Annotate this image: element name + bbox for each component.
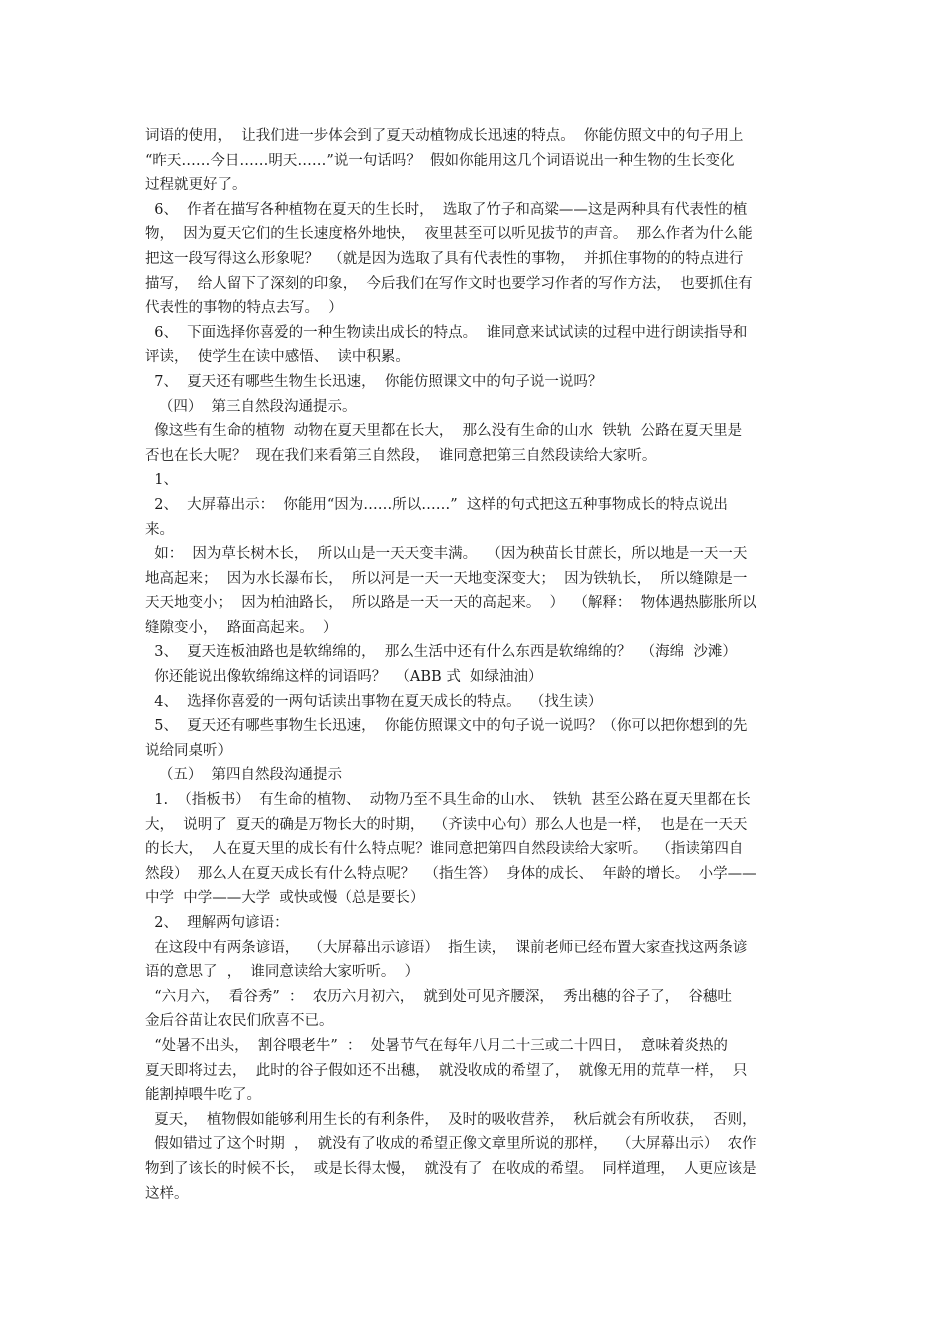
text-line: 把这一段写得这么形象呢？ （就是因为选取了具有代表性的事物， 并抓住事物的的特点进行 (145, 250, 744, 267)
text-line: 夏天即将过去， 此时的谷子假如还不出穗， 就没收成的希望了， 就像无用的荒草一样， 只 (145, 1062, 748, 1079)
text-line: 在这段中有两条谚语， （大屏幕出示谚语） 指生读， 课前老师已经布置大家查找这两条谚 (145, 939, 748, 956)
text-line: 的长大， 人在夏天里的成长有什么特点呢？谁同意把第四自然段读给大家听。 （指读第四自 (145, 841, 744, 858)
text-line: 你还能说出像软绵绵这样的词语吗？ （ABB 式 如绿油油） (145, 669, 543, 686)
text-line: 物到了该长的时候不长， 或是长得太慢， 就没有了 在收成的希望。 同样道理， 人更应该是 (145, 1160, 757, 1177)
text-line: 6、 下面选择你喜爱的一种生物读出成长的特点。 谁同意来试试读的过程中进行朗读指导和 (145, 324, 748, 341)
text-line: 缝隙变小， 路面高起来。 ） (145, 619, 338, 636)
text-line: 1、 (145, 472, 178, 489)
text-line: 中学 中学——大学 或快或慢（总是要长） (145, 890, 425, 907)
text-line: 地高起来； 因为水长瀑布长， 所以河是一天一天地变深变大； 因为铁轨长， 所以缝隙是一 (145, 570, 748, 587)
text-line: “处暑不出头， 割谷喂老牛” ： 处暑节气在每年八月二十三或二十四日， 意味着炎热的 (145, 1037, 728, 1054)
text-line: 4、 选择你喜爱的一两句话读出事物在夏天成长的特点。 （找生读） (145, 693, 603, 710)
text-line: 假如错过了这个时期 ， 就没有了收成的希望正像文章里所说的那样， （大屏幕出示） 农作 (145, 1136, 757, 1153)
text-line: 描写， 给人留下了深刻的印象， 今后我们在写作文时也要学习作者的写作方法， 也要抓住有 (145, 275, 753, 292)
text-line: 词语的使用， 让我们进一步体会到了夏天动植物成长迅速的特点。 你能仿照文中的句子用上 (145, 128, 744, 144)
text-line: 2、 大屏幕出示： 你能用“因为……所以……” 这样的句式把这五种事物成长的特点说出 (145, 496, 728, 513)
text-line: 天天地变小； 因为柏油路长， 所以路是一天一天的高起来。 ） （解释： 物体遇热膨胀所以 (145, 595, 757, 612)
text-line: 否也在长大呢？ 现在我们来看第三自然段， 谁同意把第三自然段读给大家听。 (145, 447, 657, 464)
text-line: 语的意思了 ， 谁同意读给大家听听。 ） (145, 964, 420, 981)
document-body (145, 124, 813, 1206)
text-line: 然段） 那么人在夏天成长有什么特点呢？ （指生答） 身体的成长、 年龄的增长。 小学—— (145, 865, 757, 882)
text-line: 过程就更好了。 (145, 177, 247, 194)
text-line: 夏天， 植物假如能够利用生长的有利条件， 及时的吸收营养， 秋后就会有所收获， 否则， (145, 1111, 757, 1128)
section-heading: （五） 第四自然段沟通提示 (145, 767, 343, 784)
text-line: 6、 作者在描写各种植物在夏天的生长时， 选取了竹子和高粱——这是两种具有代表性的植 (145, 201, 748, 218)
text-line: 评读， 使学生在读中感悟、 读中积累。 (145, 349, 410, 366)
text-line: “昨天……今日……明天……”说一句话吗？ 假如你能用这几个词语说出一种生物的生长变化 (145, 152, 735, 169)
text-line: 来。 (145, 521, 174, 538)
text-line: 说给同桌听） (145, 742, 232, 759)
text-line: 如： 因为草长树木长， 所以山是一天天变丰满。 （因为秧苗长甘蔗长，所以地是一天一天 (145, 546, 748, 563)
text-line: 5、 夏天还有哪些事物生长迅速， 你能仿照课文中的句子说一说吗？（你可以把你想到的先 (145, 718, 748, 735)
text-line: 1. （指板书） 有生命的植物、 动物乃至不具生命的山水、 铁轨 甚至公路在夏天里都在长 (145, 792, 751, 809)
text-line: 像这些有生命的植物 动物在夏天里都在长大， 那么没有生命的山水 铁轨 公路在夏天里是 (145, 423, 743, 440)
text-line: 物， 因为夏天它们的生长速度格外地快， 夜里甚至可以听见拔节的声音。 那么作者为什么能 (145, 226, 753, 243)
text-line: 大， 说明了 夏天的确是万物长大的时期， （齐读中心句）那么人也是一样， 也是在一天天 (145, 816, 748, 833)
text-line: 这样。 (145, 1185, 189, 1202)
text-line: 7、 夏天还有哪些生物生长迅速， 你能仿照课文中的句子说一说吗？ (145, 373, 603, 390)
text-line: 能割掉喂牛吃了。 (145, 1087, 261, 1104)
text-line: 金后谷苗让农民们欣喜不已。 (145, 1013, 334, 1030)
text-line: “六月六， 看谷秀” ： 农历六月初六， 就到处可见齐腰深， 秀出穗的谷子了， 谷穗吐 (145, 988, 732, 1005)
text-line: 3、 夏天连板油路也是软绵绵的， 那么生活中还有什么东西是软绵绵的？ （海绵 沙滩） (145, 644, 737, 661)
text-line: 2、 理解两句谚语： (145, 915, 289, 931)
text-line: 代表性的事物的特点去写。 ） (145, 300, 343, 317)
section-heading: （四） 第三自然段沟通提示。 (145, 398, 357, 415)
